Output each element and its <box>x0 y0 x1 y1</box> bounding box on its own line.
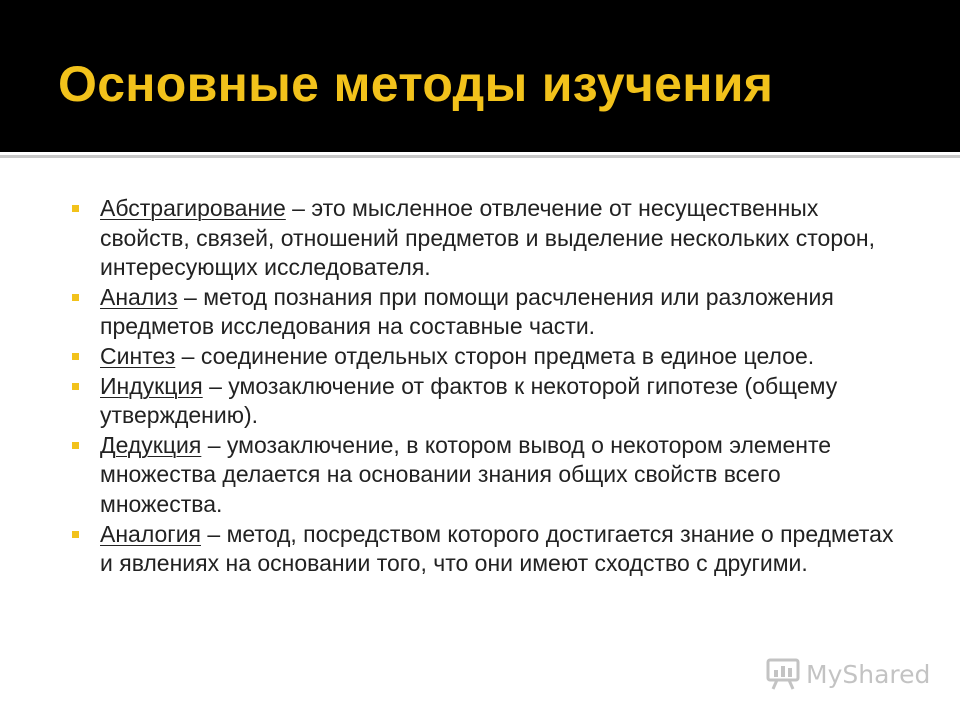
definition: – это мысленное отвлечение от несущественных свойств, связей, отношений предметов и выделение нескольких сторон, интересующих исследователя. <box>100 195 875 281</box>
list-item <box>100 431 900 520</box>
square-bullet-icon <box>72 294 79 301</box>
square-bullet-icon <box>72 205 79 212</box>
list-item <box>100 372 900 431</box>
title-bar <box>0 0 960 152</box>
list-item <box>100 342 900 372</box>
watermark <box>766 656 930 692</box>
list-item <box>100 194 900 283</box>
term-induction: Индукция <box>100 372 203 399</box>
square-bullet-icon <box>72 383 79 390</box>
definition: – умозаключение, в котором вывод о некотором элементе множества делается на основании знания общих свойств всего множества. <box>100 431 832 517</box>
slide-title: Основные методы изучения <box>58 56 774 112</box>
list-item <box>100 283 900 342</box>
watermark-text: MyShared <box>806 659 931 689</box>
bullet-list <box>100 194 900 579</box>
definition: – умозаключение от фактов к некоторой гипотезе (общему утверждению). <box>100 372 838 429</box>
term-synthesis: Синтез <box>100 342 176 369</box>
list-item <box>100 520 900 579</box>
square-bullet-icon <box>72 531 79 538</box>
definition: – метод, посредством которого достигается знание о предметах и явлениях на основании того, что они имеют сходство с другими. <box>100 520 894 577</box>
square-bullet-icon <box>72 442 79 449</box>
presentation-board-icon <box>766 658 800 690</box>
term-abstraction: Абстрагирование <box>100 195 286 221</box>
square-bullet-icon <box>72 353 79 360</box>
term-analysis: Анализ <box>100 283 178 310</box>
term-analogy: Аналогия <box>100 520 201 547</box>
term-deduction: Дедукция <box>100 431 202 458</box>
definition: – метод познания при помощи расчленения или разложения предметов исследования на составные части. <box>100 283 834 340</box>
definition: – соединение отдельных сторон предмета в единое целое. <box>175 342 815 369</box>
title-divider-shadow <box>0 155 960 158</box>
